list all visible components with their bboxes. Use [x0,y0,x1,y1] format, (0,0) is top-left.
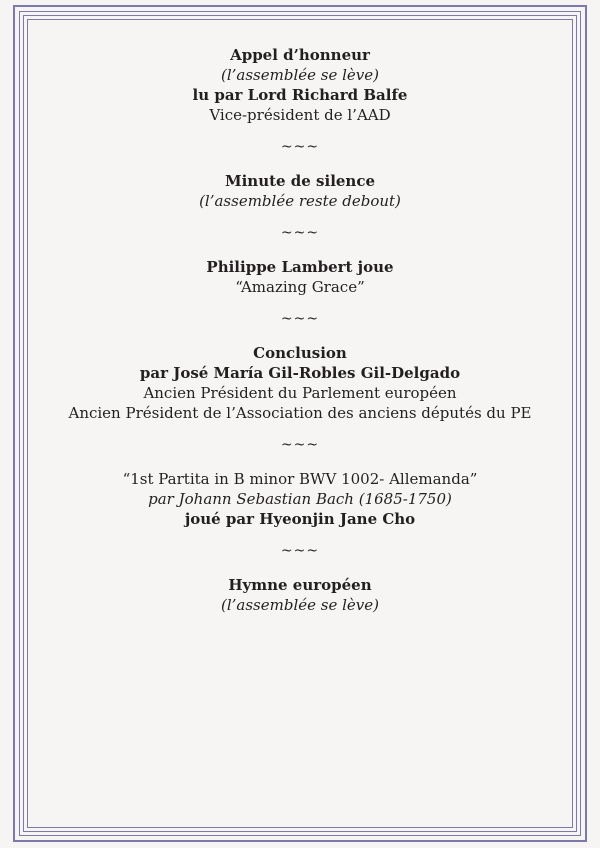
separator: ~~~ [280,311,320,327]
section-role: Ancien Président de l’Association des anciens députés du PE [68,404,532,422]
separator: ~~~ [280,437,320,453]
section-title: Conclusion [253,344,347,362]
section-speaker: par José María Gil-Robles Gil-Delgado [139,364,461,382]
section-partita [40,469,560,529]
separator: ~~~ [280,225,320,241]
section-minute [40,171,560,211]
section-hymne [40,575,560,615]
section-piece: “1st Partita in B minor BWV 1002- Allemanda” [122,470,478,488]
separator: ~~~ [280,139,320,155]
section-title: Minute de silence [224,172,376,190]
section-performer: Philippe Lambert joue [206,258,394,276]
section-performer: joué par Hyeonjin Jane Cho [184,510,416,528]
section-amazing-grace [40,257,560,297]
section-composer: par Johann Sebastian Bach (1685-1750) [148,490,452,508]
section-reader: lu par Lord Richard Balfe [192,86,408,104]
section-title: Appel d’honneur [230,46,370,64]
section-role: Ancien Président du Parlement européen [143,384,457,402]
program-content [40,45,560,615]
section-title: Hymne européen [228,576,372,594]
separator: ~~~ [280,543,320,559]
section-appel [40,45,560,125]
section-note: (l’assemblée se lève) [221,66,379,84]
section-note: (l’assemblée reste debout) [199,192,401,210]
section-conclusion [40,343,560,423]
section-piece: “Amazing Grace” [235,278,365,296]
section-note: (l’assemblée se lève) [221,596,379,614]
section-role: Vice-président de l’AAD [209,106,391,124]
